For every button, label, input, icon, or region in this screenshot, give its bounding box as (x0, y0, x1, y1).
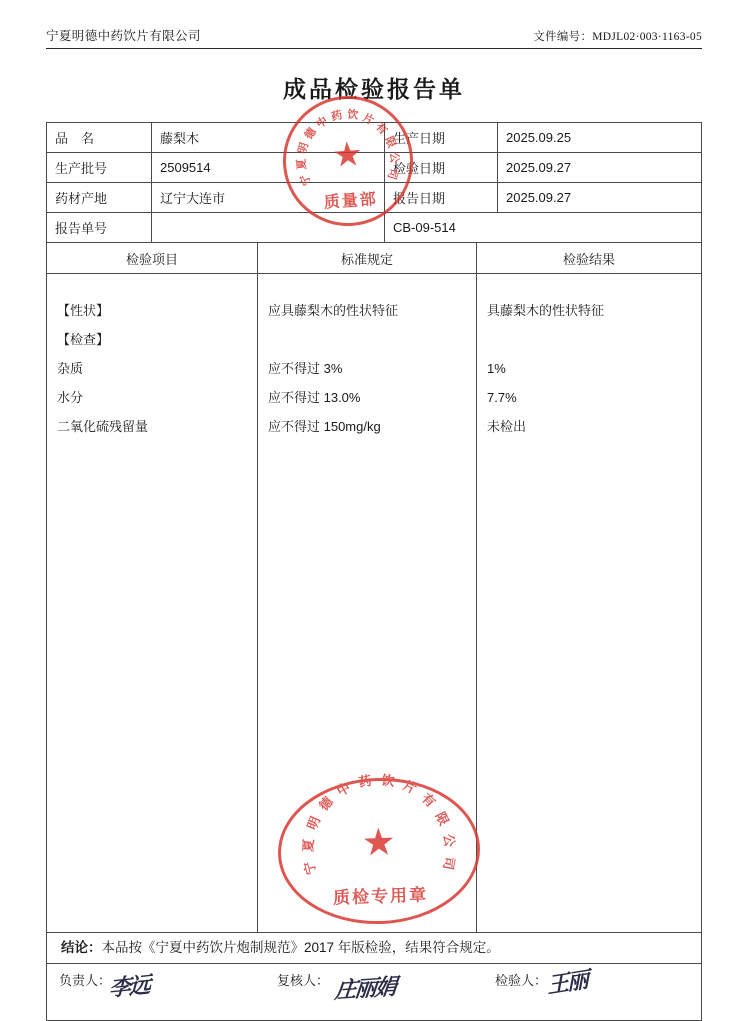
star-icon: ★ (331, 136, 365, 176)
handwritten-signature-reviewer: 庄丽娟 (333, 973, 397, 1004)
report-no-blank (152, 213, 385, 243)
std-inspection (268, 325, 466, 354)
stamp-bottom-text-small: 质量部 (323, 191, 379, 212)
label-inspection-date: 检验日期 (385, 153, 498, 183)
value-origin: 辽宁大连市 (152, 183, 385, 213)
value-report-no: CB-09-514 (385, 213, 702, 243)
value-production-date: 2025.09.25 (498, 123, 702, 153)
table-row (47, 213, 702, 243)
label-production-date: 生产日期 (385, 123, 498, 153)
table-body-row (47, 274, 702, 933)
label-origin: 药材产地 (47, 183, 152, 213)
stamp-ring-text-big: 宁 夏 明 德 中 药 饮 片 有 限 公 司 (300, 772, 458, 877)
signature-inspector (483, 964, 701, 1020)
conclusion-row (46, 933, 702, 964)
result-so2-residue: 未检出 (487, 419, 527, 434)
label-report-no: 报告单号 (47, 213, 152, 243)
conclusion-label: 结论： (61, 940, 102, 955)
label-product-name: 品 名 (47, 123, 152, 153)
conclusion-text: 本品按《宁夏中药饮片炮制规范》2017 年版检验，结果符合规定。 (101, 940, 500, 955)
table-row (47, 183, 702, 213)
value-batch-no: 2509514 (152, 153, 385, 183)
std-moisture: 应不得过 13.0% (268, 390, 361, 405)
header-result: 检验结果 (477, 243, 702, 274)
value-inspection-date: 2025.09.27 (498, 153, 702, 183)
label-report-date: 报告日期 (385, 183, 498, 213)
item-impurity: 杂质 (57, 361, 84, 376)
cell-inspection-items (47, 274, 258, 933)
table-header-row (47, 243, 702, 274)
label-reviewer: 复核人： (277, 973, 330, 988)
value-report-date: 2025.09.27 (498, 183, 702, 213)
item-moisture: 水分 (57, 390, 84, 405)
cell-results (477, 274, 702, 933)
label-batch-no: 生产批号 (47, 153, 152, 183)
std-so2-residue: 应不得过 150mg/kg (268, 419, 381, 434)
signature-row (46, 964, 702, 1021)
signature-responsible (47, 964, 265, 1020)
label-responsible: 负责人： (59, 973, 112, 988)
product-info-table (46, 122, 702, 243)
value-product-name: 藤梨木 (152, 123, 385, 153)
result-impurity: 1% (487, 361, 506, 376)
document-header (46, 26, 702, 49)
std-impurity: 应不得过 3% (268, 361, 343, 376)
stamp-bottom-text-big: 质检专用章 (332, 885, 429, 908)
signature-reviewer (265, 964, 483, 1020)
table-row (47, 153, 702, 183)
result-moisture: 7.7% (487, 390, 517, 405)
item-so2-residue: 二氧化硫残留量 (57, 419, 149, 434)
inspection-results-table (46, 242, 702, 933)
label-inspector: 检验人： (495, 973, 548, 988)
star-icon: ★ (360, 821, 397, 865)
result-character: 具藤梨木的性状特征 (487, 303, 605, 318)
company-name: 宁夏明德中药饮片有限公司 (46, 29, 201, 43)
cell-standards (258, 274, 477, 933)
stamp-ring-text-small: 宁 夏 明 德 中 药 饮 片 有 限 公 司 (295, 108, 401, 188)
std-character: 应具藤梨木的性状特征 (268, 303, 399, 318)
item-character: 【性状】 (57, 303, 110, 318)
item-inspection: 【检查】 (57, 332, 110, 347)
handwritten-signature-responsible: 李远 (108, 971, 150, 1002)
document-number: 文件编号：MDJL02·003·1163-05 (533, 31, 702, 43)
header-inspection-item: 检验项目 (47, 243, 258, 274)
table-row (47, 123, 702, 153)
handwritten-signature-inspector: 王丽 (546, 966, 588, 999)
header-standard: 标准规定 (258, 243, 477, 274)
result-inspection (487, 325, 691, 354)
page-title: 成品检验报告单 (283, 76, 465, 102)
